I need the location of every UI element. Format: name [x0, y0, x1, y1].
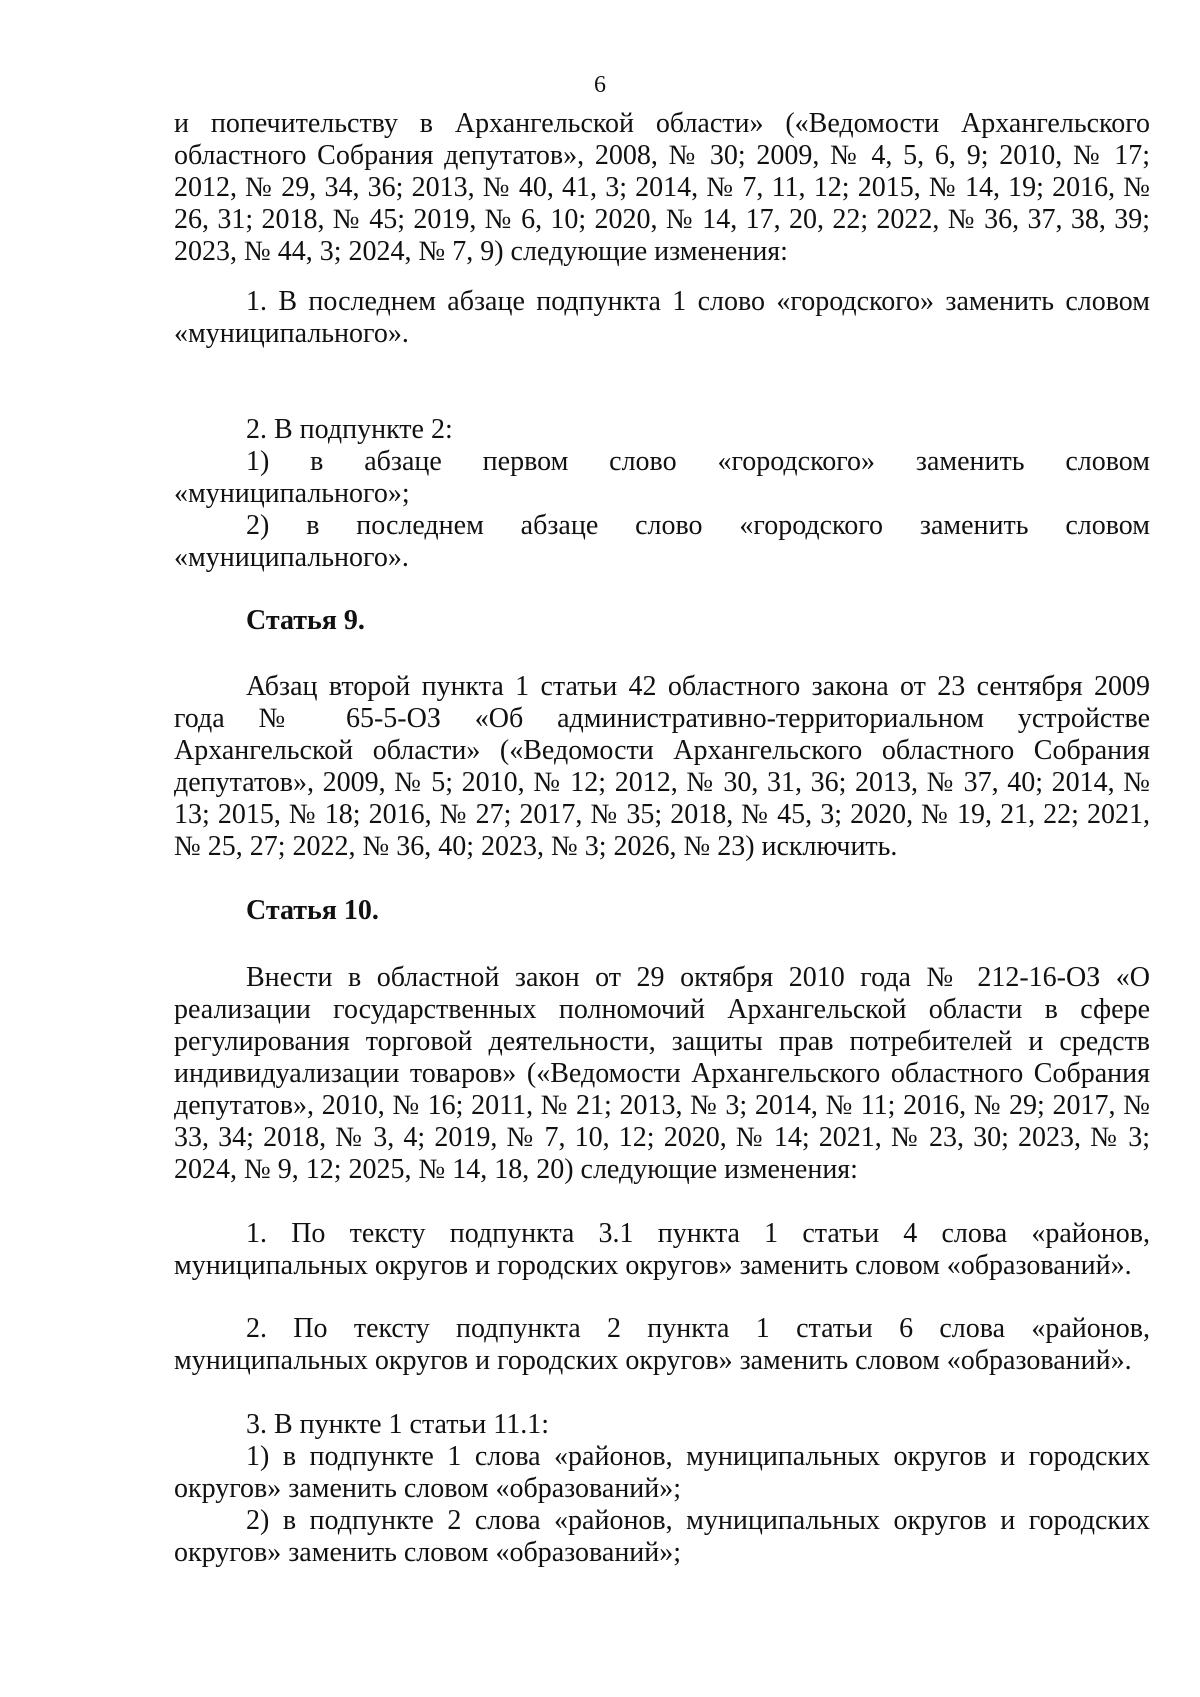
item-1: 1. В последнем абзаце подпункта 1 слово «городского» заменить словом «муниципального». — [174, 286, 1150, 349]
article-9-heading: Статья 9. — [246, 605, 365, 636]
word: слово — [635, 510, 703, 541]
article-10-heading-block — [174, 895, 1150, 927]
article-9-text: Абзац второй пункта 1 статьи 42 областного закона от 23 сентября 2009 года № 65-5-ОЗ «Об административно-территориальном устройстве Архангельской области» («Ведомости Архангельского областного Собрания депутатов», 2009, № 5; 2010, № 12; 2012, № 30, 31, 36; 2013, № 37, 40; 2014, № 13; 2015, № 18; 2016, № 27; 2017, № 35; 2018, № 45, 3; 2020, № 19, 21, 22; 2021, № 25, 27; 2022, № 36, 40; 2023, № 3; 2026, № 23) исключить. — [174, 671, 1150, 862]
article-9-block — [174, 671, 1150, 863]
a10-item-1: 1. По тексту подпункта 3.1 пункта 1 статьи 4 слова «районов, муниципальных округов и городских округов» заменить словом «образований». — [174, 1218, 1150, 1281]
item-2-header: 2. В подпункте 2: — [246, 414, 453, 445]
word: 1) — [246, 446, 270, 477]
a10-item-3-header: 3. В пункте 1 статьи 11.1: — [246, 1409, 549, 1440]
article-10-heading: Статья 10. — [246, 895, 379, 926]
word: абзаце — [520, 510, 599, 541]
a10-item-1-block — [174, 1218, 1150, 1282]
word: в — [306, 510, 320, 541]
a10-item-2-block — [174, 1313, 1150, 1377]
word: абзаце — [364, 446, 442, 477]
article-10-block — [174, 962, 1150, 1186]
word: заменить — [915, 446, 1025, 477]
word: «городского — [739, 510, 884, 541]
item-2-sub2-tail: «муниципального». — [174, 542, 409, 573]
article-10-text: Внести в областной закон от 29 октября 2010 года № 212-16-ОЗ «О реализации государственных полномочий Архангельской области в сфере регулирования торговой деятельности, защиты прав потребителей и средств индивидуализации товаров» («Ведомости Архангельского областного Собрания депутатов», 2010, № 16; 2011, № 21; 2013, № 3; 2014, № 11; 2016, № 29; 2017, № 33, 34; 2018, № 3, 4; 2019, № 7, 10, 12; 2020, № 14; 2021, № 23, 30; 2023, № 3; 2024, № 9, 12; 2025, № 14, 18, 20) следующие изменения: — [174, 962, 1150, 1185]
word: 2) — [246, 510, 270, 541]
a10-item-3-sub1: 1) в подпункте 1 слова «районов, муниципальных округов и городских округов» заменить словом «образований»; — [174, 1441, 1150, 1504]
a10-item-3-block — [174, 1409, 1150, 1569]
top-paragraph: и попечительству в Архангельской области» («Ведомости Архангельского областного Собрания депутатов», 2008, № 30; 2009, № 4, 5, 6, 9; 2010, № 17; 2012, № 29, 34, 36; 2013, № 40, 41, 3; 2014, № 7, 11, 12; 2015, № 14, 19; 2016, № 26, 31; 2018, № 45; 2019, № 6, 10; 2020, № 14, 17, 20, 22; 2022, № 36, 37, 38, 39; 2023, № 44, 3; 2024, № 7, 9) следующие изменения: — [174, 108, 1150, 267]
word: «городского» — [717, 446, 876, 477]
a10-item-3-sub2: 2) в подпункте 2 слова «районов, муниципальных округов и городских округов» заменить словом «образований»; — [174, 1505, 1150, 1568]
top-paragraph-block — [174, 108, 1150, 268]
word: первом — [482, 446, 569, 477]
item-2-sub1-tail: «муниципального»; — [174, 478, 410, 509]
word: заменить — [919, 510, 1029, 541]
item-1-block — [174, 286, 1150, 350]
item-2-sub1-first-line — [246, 446, 1150, 478]
item-2-block — [174, 414, 1150, 574]
a10-item-2: 2. По тексту подпункта 2 пункта 1 статьи 6 слова «районов, муниципальных округов и городских округов» заменить словом «образований». — [174, 1313, 1150, 1376]
item-2-sub2-first-line — [246, 510, 1150, 542]
word: последнем — [356, 510, 484, 541]
word: словом — [1065, 510, 1150, 541]
word: в — [310, 446, 324, 477]
article-9-heading-block — [174, 605, 1150, 637]
word: слово — [609, 446, 677, 477]
page-number: 6 — [594, 72, 606, 98]
word: словом — [1065, 446, 1150, 477]
